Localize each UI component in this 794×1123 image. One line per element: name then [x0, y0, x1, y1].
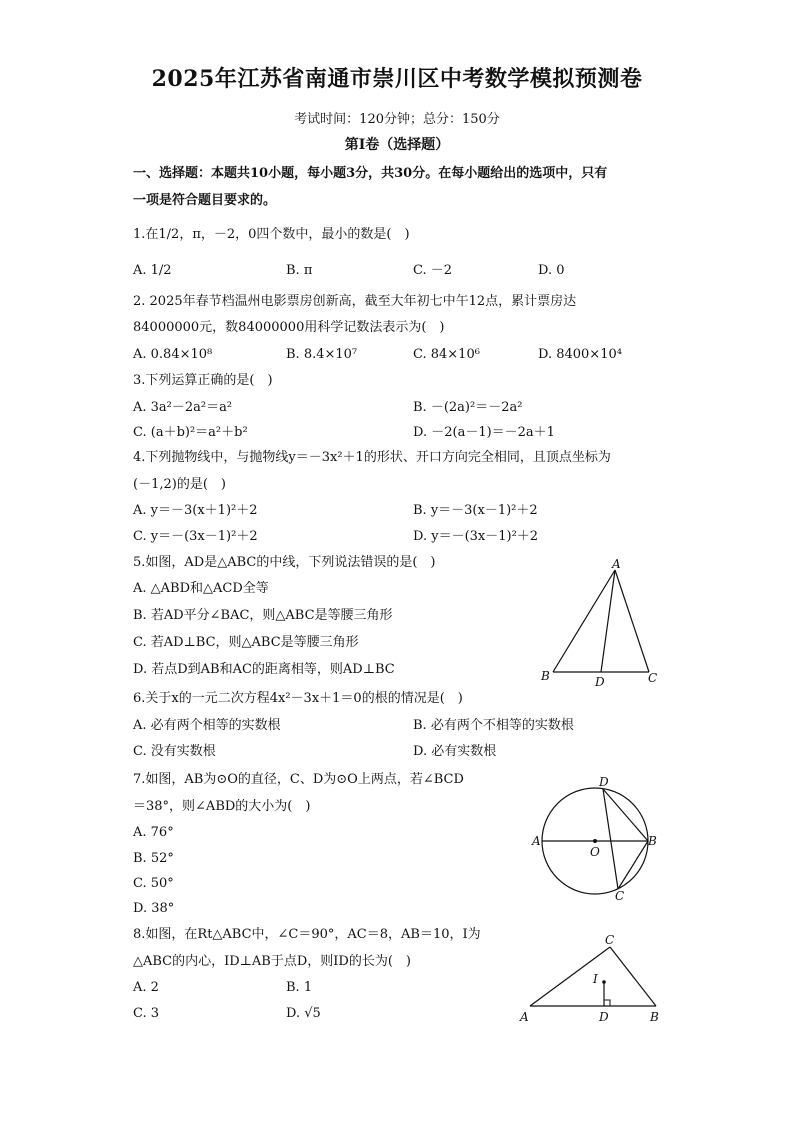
q8-option-a: A. 2	[133, 980, 159, 995]
q7-label-a: A	[532, 834, 541, 848]
q5-side-ac	[615, 570, 649, 672]
q5-side-ab	[553, 570, 615, 672]
q5-label-a: A	[612, 558, 621, 571]
q7-label-b: B	[648, 834, 657, 848]
q1-option-a: A. 1/2	[133, 263, 172, 278]
q5-stem: 5.如图，AD是△ABC的中线，下列说法错误的是( )	[133, 555, 436, 570]
q7-option-b: B. 52°	[133, 851, 174, 866]
q1-option-d: D. 0	[538, 263, 565, 278]
part1-instruction-line1: 一、选择题：本题共10小题，每小题3分，共30分。在每小题给出的选项中，只有	[133, 166, 608, 181]
q8-side-cb	[610, 947, 656, 1006]
q2-option-d: D. 8400×10⁴	[538, 347, 622, 362]
section-title: 第I卷（选择题）	[344, 137, 450, 153]
q1-option-c: C. －2	[413, 263, 453, 278]
q5-triangle-figure	[535, 558, 665, 688]
q8-triangle-figure	[515, 930, 665, 1030]
q5-option-b: B. 若AD平分∠BAC，则△ABC是等腰三角形	[133, 608, 393, 623]
part1-instruction-line2: 一项是符合题目要求的。	[133, 193, 277, 208]
q3-option-c: C. (a＋b)²＝a²＋b²	[133, 425, 248, 440]
q6-option-c: C. 没有实数根	[133, 744, 216, 759]
q8-label-b: B	[650, 1010, 659, 1024]
q6-option-d: D. 必有实数根	[413, 744, 497, 759]
exam-info: 考试时间：120分钟；总分：150分	[294, 112, 500, 127]
q8-stem-line2: △ABC的内心，ID⊥AB于点D，则ID的长为( )	[133, 954, 411, 969]
q7-option-d: D. 38°	[133, 901, 175, 916]
q7-label-o: O	[590, 845, 600, 859]
q2-option-b: B. 8.4×10⁷	[286, 347, 358, 362]
q8-option-d: D. √5	[286, 1006, 321, 1021]
q8-option-b: B. 1	[286, 980, 313, 995]
q5-label-d: D	[595, 675, 605, 688]
q1-option-b: B. π	[286, 263, 313, 278]
q4-option-a: A. y＝－3(x＋1)²＋2	[133, 503, 258, 518]
q2-option-a: A. 0.84×10⁸	[133, 347, 213, 362]
q8-label-a: A	[520, 1010, 529, 1024]
q7-label-d: D	[599, 775, 609, 789]
q8-label-d: D	[599, 1010, 609, 1024]
q5-option-d: D. 若点D到AB和AC的距离相等，则AD⊥BC	[133, 662, 395, 677]
q5-option-a: A. △ABD和△ACD全等	[133, 581, 269, 596]
q8-incenter-point	[602, 980, 606, 984]
q3-option-a: A. 3a²－2a²＝a²	[133, 400, 233, 415]
q6-option-a: A. 必有两个相等的实数根	[133, 718, 281, 733]
q8-right-angle-mark	[604, 1000, 610, 1006]
q6-option-b: B. 必有两个不相等的实数根	[413, 718, 574, 733]
q8-label-i: I	[593, 972, 598, 986]
q4-stem-line2: (－1,2)的是( )	[133, 477, 226, 492]
q5-median-ad	[601, 570, 615, 672]
q8-stem-line1: 8.如图，在Rt△ABC中，∠C＝90°，AC＝8，AB＝10，I为	[133, 927, 481, 942]
q2-stem-line2: 84000000元，数84000000用科学记数法表示为( )	[133, 320, 445, 335]
q2-option-c: C. 84×10⁶	[413, 347, 480, 362]
q5-option-c: C. 若AD⊥BC，则△ABC是等腰三角形	[133, 635, 359, 650]
q4-option-c: C. y＝－(3x－1)²＋2	[133, 529, 258, 544]
q4-stem-line1: 4.下列抛物线中，与抛物线y＝－3x²＋1的形状、开口方向完全相同，且顶点坐标为	[133, 450, 611, 465]
q7-stem-line2: ＝38°，则∠ABD的大小为( )	[133, 799, 311, 814]
q7-label-c: C	[615, 889, 625, 902]
q2-stem-line1: 2. 2025年春节档温州电影票房创新高，截至大年初七中午12点，累计票房达	[133, 294, 577, 309]
q7-stem-line1: 7.如图，AB为⊙O的直径，C、D为⊙O上两点，若∠BCD	[133, 772, 464, 787]
q5-label-c: C	[648, 671, 658, 685]
q8-option-c: C. 3	[133, 1006, 160, 1021]
q5-label-b: B	[541, 669, 550, 683]
q1-stem: 1.在1/2，π，－2，0四个数中，最小的数是( )	[133, 227, 410, 242]
q7-chord-cb	[618, 841, 648, 889]
q3-option-b: B. －(2a)²＝－2a²	[413, 400, 523, 415]
q7-circle-figure	[530, 772, 660, 902]
q3-stem: 3.下列运算正确的是( )	[133, 373, 273, 388]
q8-side-ac	[530, 947, 610, 1006]
q3-option-d: D. －2(a－1)＝－2a＋1	[413, 425, 555, 440]
page-title: 2025年江苏省南通市崇川区中考数学模拟预测卷	[151, 66, 643, 92]
q6-stem: 6.关于x的一元二次方程4x²－3x＋1＝0的根的情况是( )	[133, 691, 463, 706]
q7-option-c: C. 50°	[133, 876, 174, 891]
q7-center-point	[593, 839, 597, 843]
q7-option-a: A. 76°	[133, 825, 174, 840]
q4-option-b: B. y＝－3(x－1)²＋2	[413, 503, 538, 518]
q4-option-d: D. y＝－(3x－1)²＋2	[413, 529, 539, 544]
q8-label-c: C	[605, 933, 615, 947]
